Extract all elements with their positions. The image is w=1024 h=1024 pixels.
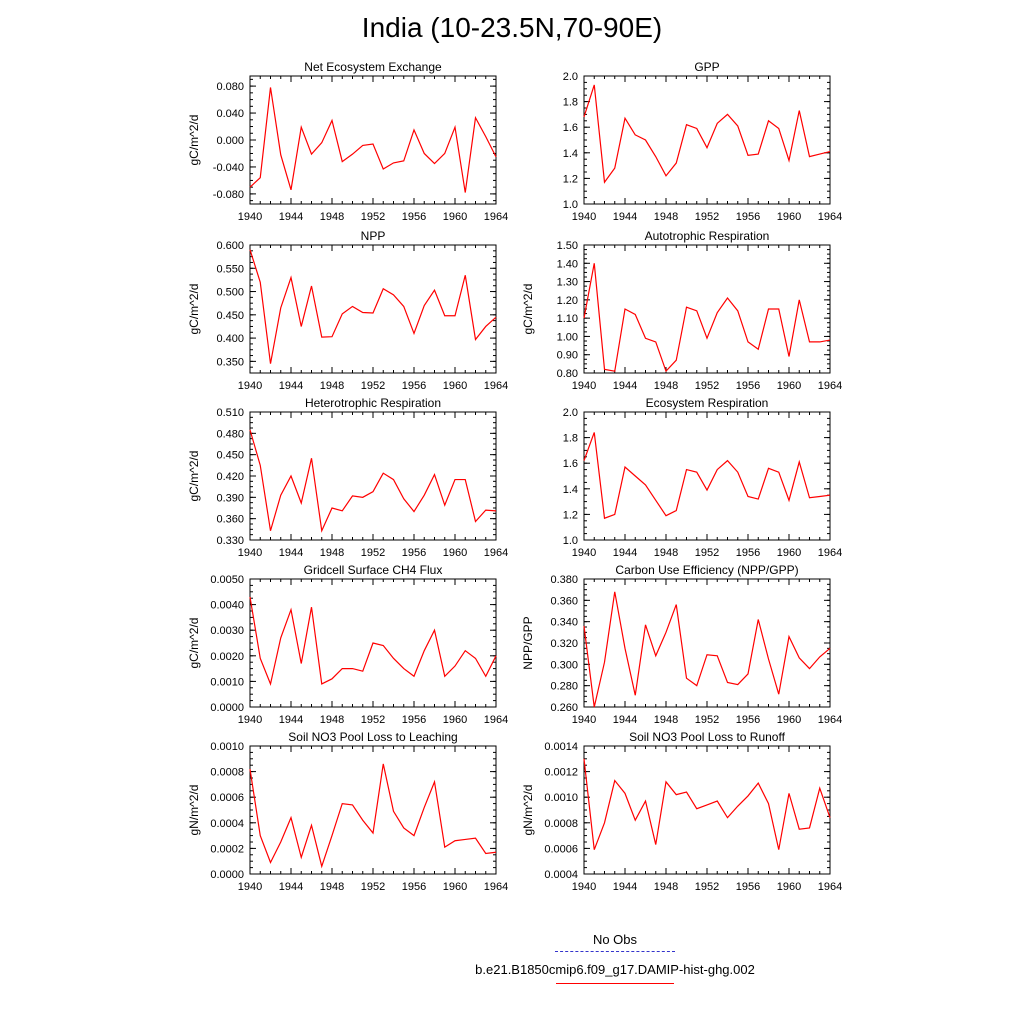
x-tick-label: 1952 <box>360 380 386 392</box>
x-tick-label: 1956 <box>401 380 427 392</box>
series-line <box>584 432 830 518</box>
x-tick-label: 1940 <box>237 547 263 559</box>
y-axis-label: gN/m^2/d <box>187 784 201 836</box>
x-tick-label: 1944 <box>278 714 304 726</box>
series-line <box>584 759 830 850</box>
panel-10 <box>521 730 842 893</box>
y-tick-label: 0.0010 <box>210 676 244 689</box>
y-tick-label: 1.2 <box>562 173 578 186</box>
series-line <box>584 592 830 707</box>
x-tick-label: 1956 <box>735 881 761 893</box>
x-tick-label: 1940 <box>237 211 263 223</box>
y-tick-label: 0.340 <box>550 616 578 629</box>
x-tick-label: 1940 <box>571 211 597 223</box>
panel-6 <box>563 396 843 559</box>
x-tick-label: 1940 <box>571 881 597 893</box>
x-tick-label: 1960 <box>776 714 802 726</box>
y-tick-label: 1.8 <box>562 96 578 109</box>
x-tick-label: 1948 <box>653 881 679 893</box>
x-tick-label: 1944 <box>278 881 304 893</box>
y-tick-label: 1.0 <box>562 535 578 547</box>
y-tick-label: 0.0008 <box>544 817 578 830</box>
panel-title: GPP <box>694 60 720 74</box>
y-tick-label: 0.0014 <box>544 741 578 753</box>
x-tick-label: 1944 <box>612 881 638 893</box>
y-tick-label: 0.0004 <box>544 869 578 881</box>
x-tick-label: 1952 <box>360 714 386 726</box>
x-tick-label: 1956 <box>735 380 761 392</box>
y-tick-label: 1.4 <box>562 147 578 160</box>
y-tick-label: 0.380 <box>550 574 578 586</box>
y-tick-label: 1.40 <box>556 258 578 271</box>
x-tick-label: 1944 <box>612 547 638 559</box>
plot-frame <box>250 412 496 540</box>
y-tick-label: -0.080 <box>212 188 244 201</box>
plot-frame <box>584 245 830 373</box>
x-tick-label: 1952 <box>360 547 386 559</box>
x-tick-label: 1964 <box>817 547 843 559</box>
x-tick-label: 1952 <box>694 881 720 893</box>
y-tick-label: 1.00 <box>556 331 578 344</box>
panel-3 <box>187 229 508 392</box>
x-tick-label: 1960 <box>442 211 468 223</box>
y-tick-label: 0.350 <box>216 356 244 369</box>
x-tick-label: 1952 <box>694 714 720 726</box>
x-tick-label: 1964 <box>483 881 509 893</box>
y-tick-label: -0.040 <box>212 161 244 174</box>
panel-title: Carbon Use Efficiency (NPP/GPP) <box>615 563 799 577</box>
x-tick-label: 1952 <box>360 881 386 893</box>
y-tick-label: 0.550 <box>216 263 244 276</box>
y-tick-label: 0.0002 <box>210 843 244 856</box>
x-tick-label: 1944 <box>612 211 638 223</box>
x-tick-label: 1960 <box>442 881 468 893</box>
y-tick-label: 2.0 <box>562 407 578 419</box>
x-tick-label: 1956 <box>401 881 427 893</box>
x-tick-label: 1956 <box>401 211 427 223</box>
x-tick-label: 1948 <box>319 714 345 726</box>
panel-4 <box>521 229 842 392</box>
x-tick-label: 1948 <box>319 380 345 392</box>
y-tick-label: 0.0010 <box>544 792 578 805</box>
y-axis-label: gC/m^2/d <box>187 114 201 166</box>
panel-2 <box>563 60 843 223</box>
y-tick-label: 0.80 <box>556 368 578 380</box>
x-tick-label: 1948 <box>653 380 679 392</box>
y-axis-label: gC/m^2/d <box>521 283 535 335</box>
y-axis-label: gC/m^2/d <box>187 450 201 502</box>
x-tick-label: 1964 <box>483 714 509 726</box>
legend-item-model-run <box>440 962 790 984</box>
x-tick-label: 1952 <box>694 211 720 223</box>
x-tick-label: 1964 <box>817 211 843 223</box>
y-axis-label: gC/m^2/d <box>187 617 201 669</box>
series-line <box>250 87 496 192</box>
x-tick-label: 1944 <box>278 380 304 392</box>
x-tick-label: 1964 <box>817 881 843 893</box>
x-tick-label: 1964 <box>483 211 509 223</box>
panel-title: NPP <box>360 229 386 243</box>
y-tick-label: 0.0010 <box>210 741 244 753</box>
y-tick-label: 0.0006 <box>210 792 244 805</box>
x-tick-label: 1944 <box>278 547 304 559</box>
y-tick-label: 0.320 <box>550 638 578 650</box>
panel-title: Ecosystem Respiration <box>645 396 769 410</box>
y-tick-label: 0.600 <box>216 240 244 252</box>
x-tick-label: 1952 <box>360 211 386 223</box>
x-tick-label: 1948 <box>653 547 679 559</box>
x-tick-label: 1940 <box>571 547 597 559</box>
x-tick-label: 1940 <box>237 714 263 726</box>
legend-item-no-obs <box>555 932 675 952</box>
panel-9 <box>187 730 508 893</box>
y-tick-label: 0.0000 <box>210 869 244 881</box>
x-tick-label: 1956 <box>735 547 761 559</box>
x-tick-label: 1960 <box>442 380 468 392</box>
y-axis-label: gC/m^2/d <box>187 283 201 335</box>
x-tick-label: 1960 <box>776 211 802 223</box>
y-tick-label: 0.500 <box>216 286 244 299</box>
y-tick-label: 0.0040 <box>210 599 244 612</box>
y-tick-label: 0.390 <box>216 492 244 505</box>
y-tick-label: 0.0050 <box>210 574 244 586</box>
panel-title: Gridcell Surface CH4 Flux <box>303 563 443 577</box>
y-tick-label: 0.330 <box>216 535 244 547</box>
x-tick-label: 1960 <box>776 547 802 559</box>
x-tick-label: 1948 <box>319 211 345 223</box>
y-tick-label: 0.400 <box>216 333 244 346</box>
y-axis-label: gN/m^2/d <box>521 784 535 836</box>
x-tick-label: 1940 <box>571 714 597 726</box>
legend-label-no-obs: No Obs <box>592 932 638 947</box>
y-tick-label: 1.6 <box>562 122 578 135</box>
series-line <box>250 430 496 531</box>
x-tick-label: 1944 <box>612 380 638 392</box>
x-tick-label: 1960 <box>442 714 468 726</box>
x-tick-label: 1948 <box>653 714 679 726</box>
x-tick-label: 1956 <box>401 714 427 726</box>
x-tick-label: 1960 <box>776 881 802 893</box>
legend-label-model-run: b.e21.B1850cmip6.f09_g17.DAMIP-hist-ghg.002 <box>475 962 755 977</box>
figure-title: India (10-23.5N,70-90E) <box>361 12 663 43</box>
y-tick-label: 1.4 <box>562 483 578 496</box>
y-tick-label: 0.280 <box>550 680 578 693</box>
y-tick-label: 1.50 <box>556 240 578 252</box>
y-tick-label: 0.300 <box>550 659 578 672</box>
y-tick-label: 0.510 <box>216 407 244 419</box>
y-tick-label: 0.080 <box>216 81 244 94</box>
y-axis-label: NPP/GPP <box>521 616 535 670</box>
series-line <box>250 250 496 364</box>
plot-frame <box>584 412 830 540</box>
x-tick-label: 1964 <box>817 714 843 726</box>
y-tick-label: 0.450 <box>216 309 244 322</box>
y-tick-label: 0.000 <box>216 135 244 147</box>
x-tick-label: 1948 <box>653 211 679 223</box>
plot-frame <box>584 579 830 707</box>
x-tick-label: 1952 <box>694 547 720 559</box>
x-tick-label: 1960 <box>442 547 468 559</box>
legend-line-model-run <box>556 983 674 984</box>
y-tick-label: 2.0 <box>562 71 578 83</box>
plot-frame <box>584 746 830 874</box>
plot-frame <box>250 76 496 204</box>
legend-line-no-obs <box>555 951 675 952</box>
y-tick-label: 0.260 <box>550 702 578 714</box>
plot-frame <box>250 245 496 373</box>
y-tick-label: 0.0030 <box>210 625 244 638</box>
y-tick-label: 1.8 <box>562 432 578 445</box>
x-tick-label: 1940 <box>237 380 263 392</box>
panel-8 <box>521 563 842 726</box>
panel-1 <box>187 60 508 223</box>
y-tick-label: 1.20 <box>556 294 578 307</box>
panel-title: Heterotrophic Respiration <box>304 396 442 410</box>
panel-title: Autotrophic Respiration <box>644 229 770 243</box>
panel-5 <box>187 396 508 559</box>
x-tick-label: 1948 <box>319 881 345 893</box>
y-tick-label: 1.10 <box>556 313 578 326</box>
y-tick-label: 0.040 <box>216 108 244 121</box>
x-tick-label: 1944 <box>612 714 638 726</box>
x-tick-label: 1952 <box>694 380 720 392</box>
x-tick-label: 1964 <box>483 380 509 392</box>
x-tick-label: 1944 <box>278 211 304 223</box>
series-line <box>584 85 830 182</box>
y-tick-label: 0.480 <box>216 428 244 441</box>
x-tick-label: 1940 <box>571 380 597 392</box>
x-tick-label: 1956 <box>735 714 761 726</box>
y-tick-label: 0.90 <box>556 349 578 362</box>
y-tick-label: 0.360 <box>216 513 244 526</box>
y-tick-label: 0.0012 <box>544 766 578 779</box>
series-line <box>250 764 496 866</box>
y-tick-label: 0.0004 <box>210 817 244 830</box>
x-tick-label: 1940 <box>237 881 263 893</box>
x-tick-label: 1960 <box>776 380 802 392</box>
y-tick-label: 1.6 <box>562 458 578 471</box>
y-tick-label: 1.0 <box>562 199 578 211</box>
x-tick-label: 1956 <box>401 547 427 559</box>
series-line <box>250 597 496 684</box>
y-tick-label: 1.30 <box>556 276 578 289</box>
x-tick-label: 1956 <box>735 211 761 223</box>
panel-7 <box>187 563 508 726</box>
y-tick-label: 0.0006 <box>544 843 578 856</box>
x-tick-label: 1964 <box>817 380 843 392</box>
x-tick-label: 1964 <box>483 547 509 559</box>
plot-frame <box>250 746 496 874</box>
y-tick-label: 0.450 <box>216 449 244 462</box>
y-tick-label: 0.0000 <box>210 702 244 714</box>
series-line <box>584 263 830 371</box>
y-tick-label: 0.0008 <box>210 766 244 779</box>
panel-title: Net Ecosystem Exchange <box>304 60 442 74</box>
y-tick-label: 0.420 <box>216 471 244 483</box>
y-tick-label: 1.2 <box>562 509 578 522</box>
x-tick-label: 1948 <box>319 547 345 559</box>
y-tick-label: 0.0020 <box>210 650 244 663</box>
panel-title: Soil NO3 Pool Loss to Leaching <box>288 730 458 744</box>
panel-title: Soil NO3 Pool Loss to Runoff <box>629 730 785 744</box>
y-tick-label: 0.360 <box>550 595 578 608</box>
